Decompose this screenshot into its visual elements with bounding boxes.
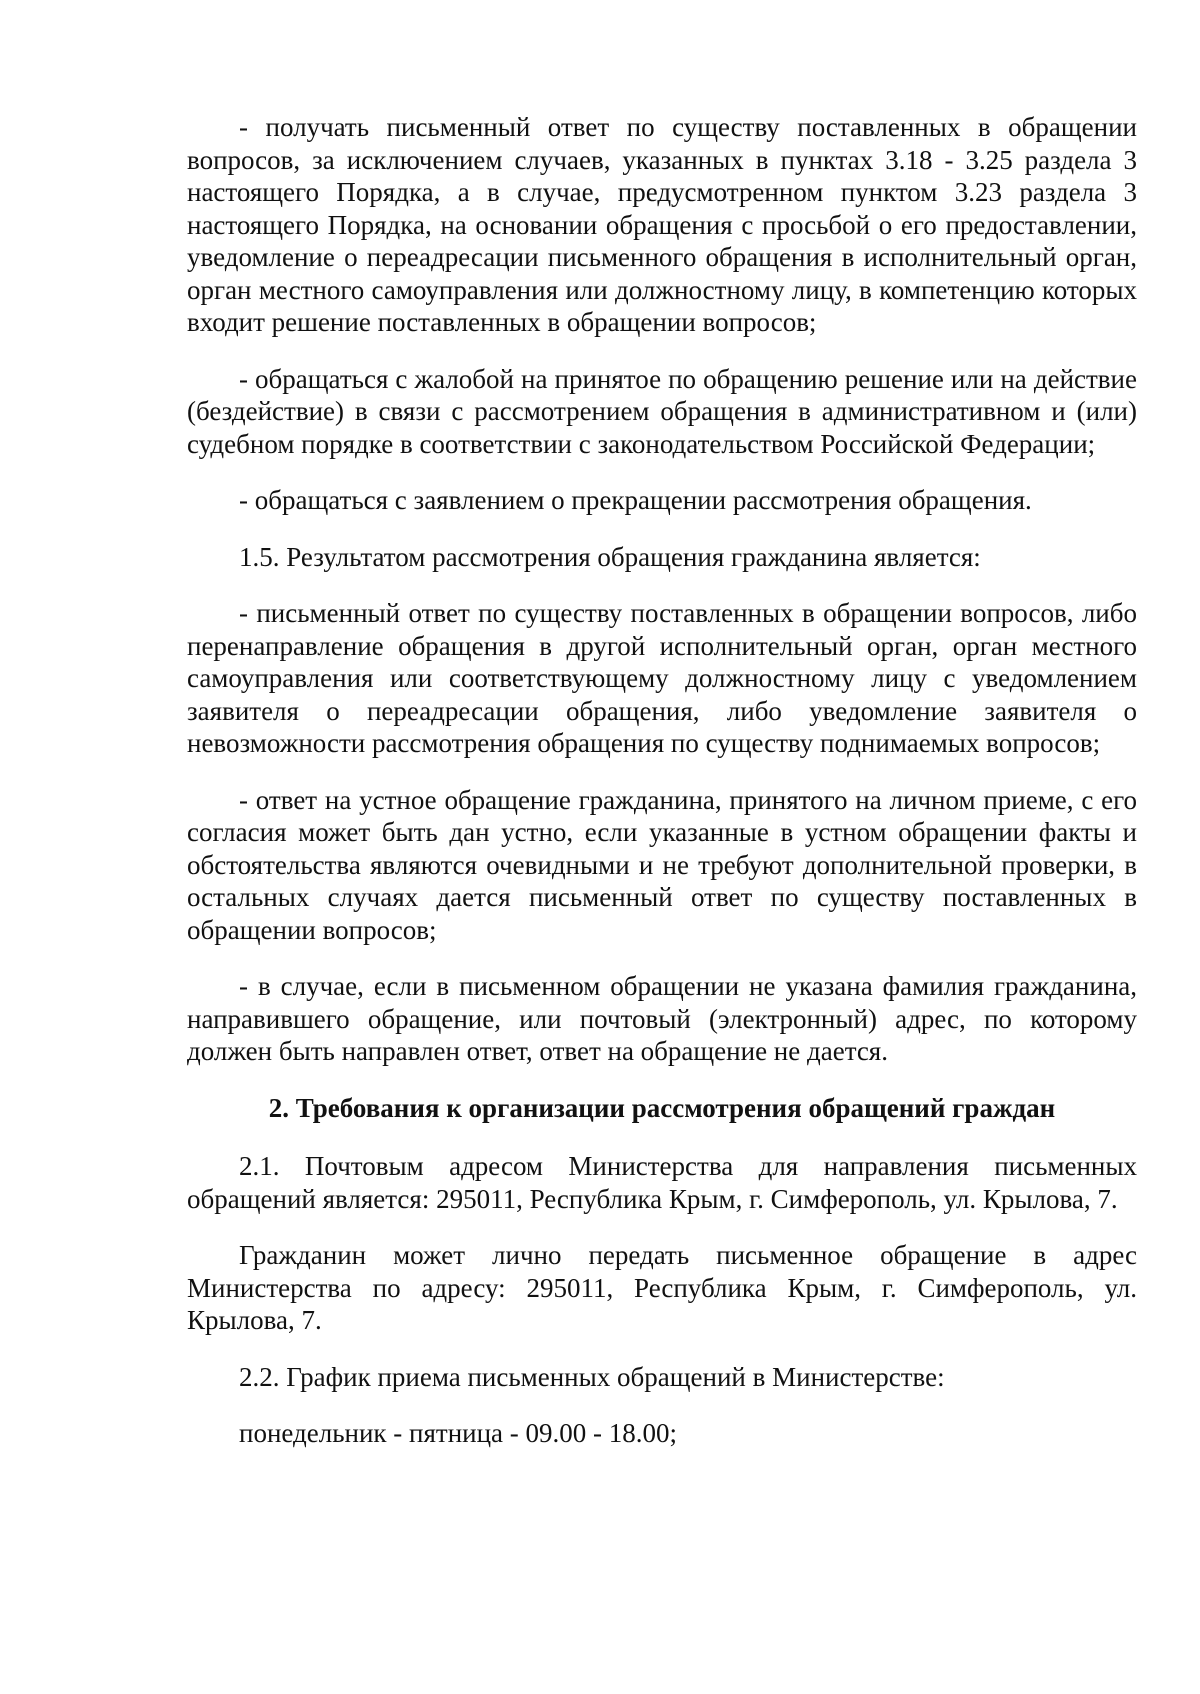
- paragraph-result-written: - письменный ответ по существу поставленных в обращении вопросов, либо перенаправление обращения в другой исполнительный орган, орган местного самоуправления или соответствующему должностному лицу с уведомлением заявителя о переадресации обращения, либо уведомление заявителя о невозможности рассмотрения обращения по существу поднимаемых вопросов;: [187, 598, 1137, 758]
- document-body: [187, 111, 1137, 1474]
- paragraph-result-intro: 1.5. Результатом рассмотрения обращения гражданина является:: [239, 541, 981, 572]
- paragraph-right-terminate: - обращаться с заявлением о прекращении рассмотрения обращения.: [239, 485, 1032, 515]
- paragraph-schedule-intro: 2.2. График приема письменных обращений в Министерстве:: [239, 1361, 945, 1392]
- paragraph-right-complaint: - обращаться с жалобой на принятое по обращению решение или на действие (бездействие) в связи с рассмотрением обращения в административном и (или) судебном порядке в соответствии с законодательством Российской Федерации;: [187, 363, 1137, 459]
- paragraph-postal-address: 2.1. Почтовым адресом Министерства для направления письменных обращений является: 295011, Республика Крым, г. Симферополь, ул. Крылова, 7.: [187, 1151, 1137, 1214]
- section-heading: 2. Требования к организации рассмотрения обращений граждан: [268, 1092, 1056, 1123]
- paragraph-result-oral: - ответ на устное обращение гражданина, принятого на личном приеме, с его согласия может быть дан устно, если указанные в устном обращении факты и обстоятельства являются очевидными и не требуют дополнительной проверки, в остальных случаях дается письменный ответ по существу поставленных в обращении вопросов;: [187, 784, 1137, 945]
- paragraph-right-written-answer: - получать письменный ответ по существу поставленных в обращении вопросов, за исключением случаев, указанных в пунктах 3.18 - 3.25 раздела 3 настоящего Порядка, а в случае, предусмотренном пунктом 3.23 раздела 3 настоящего Порядка, на основании обращения с просьбой о его предоставлении, уведомление о переадресации письменного обращения в исполнительный орган, орган местного самоуправления или должностному лицу, в компетенцию которых входит решение поставленных в обращении вопросов;: [187, 112, 1137, 337]
- paragraph-schedule-hours: понедельник - пятница - 09.00 - 18.00;: [239, 1418, 678, 1448]
- paragraph-result-no-answer: - в случае, если в письменном обращении не указана фамилия гражданина, направившего обращение, или почтовый (электронный) адрес, по которому должен быть направлен ответ, ответ на обращение не дается.: [187, 971, 1137, 1066]
- paragraph-personal-delivery: Гражданин может лично передать письменное обращение в адрес Министерства по адресу: 295011, Республика Крым, г. Симферополь, ул. Крылова, 7.: [187, 1240, 1137, 1335]
